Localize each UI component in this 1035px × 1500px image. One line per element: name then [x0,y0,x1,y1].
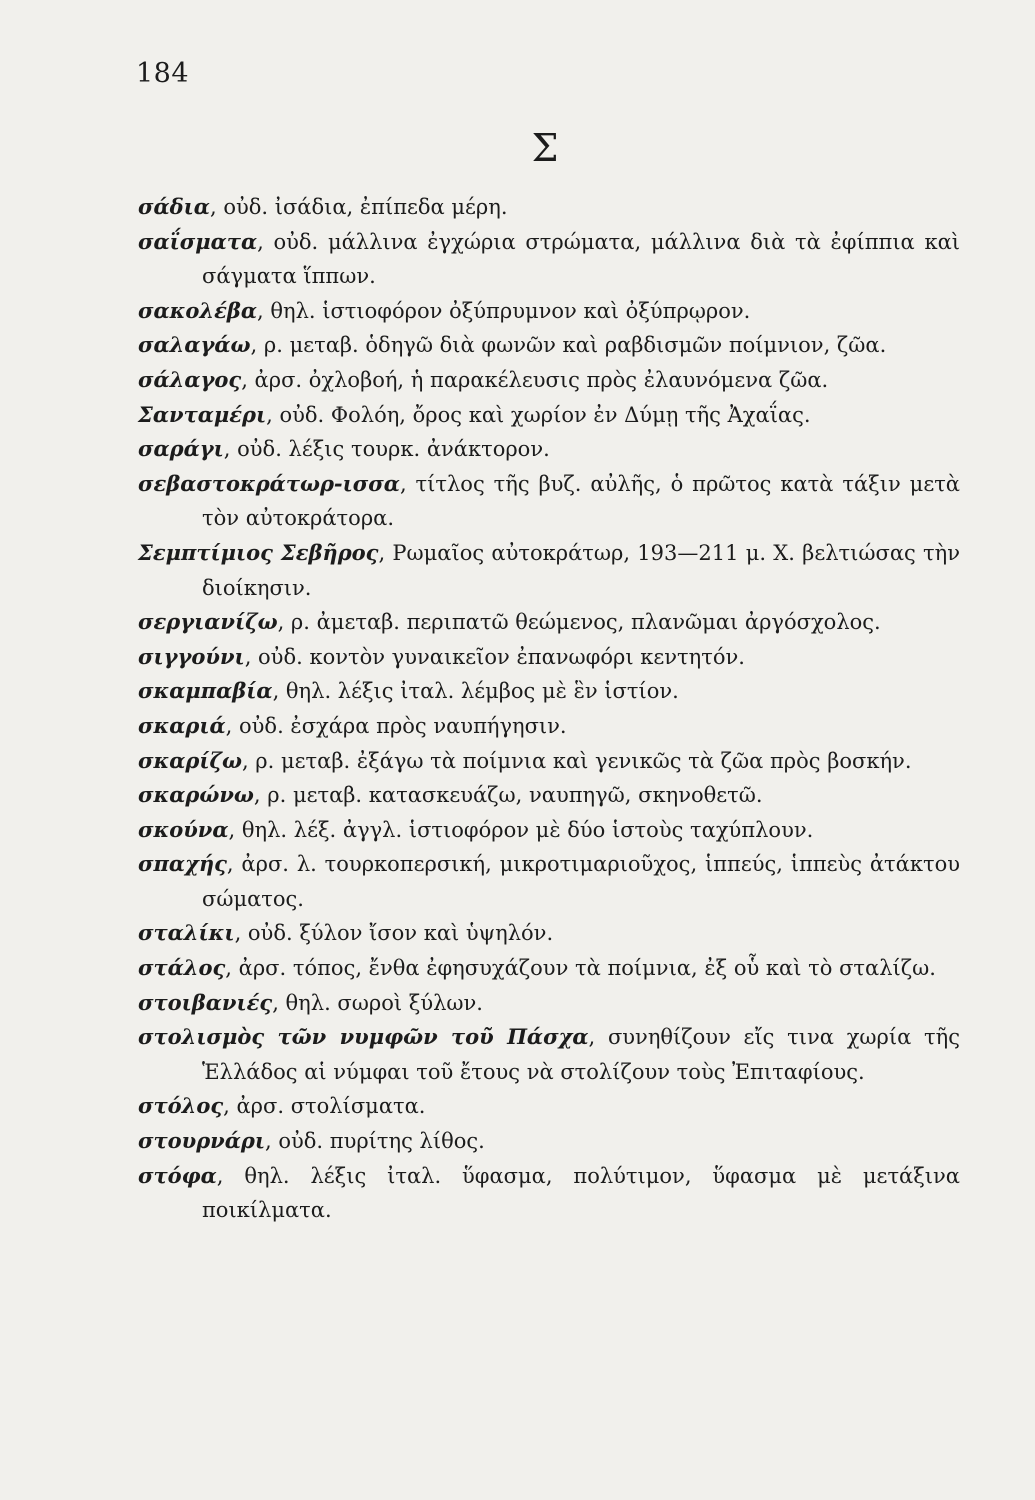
glossary-entry [138,951,960,986]
entry-definition: , οὐδ. Φολόη, ὄρος καὶ χωρίον ἐν Δύμῃ τῆς Ἀχαΐας. [266,402,811,427]
entry-definition: , οὐδ. κοντὸν γυναικεῖον ἐπανωφόρι κεντητόν. [244,644,745,669]
entry-definition: , ἀρσ. τόπος, ἔνθα ἐφησυχάζουν τὰ ποίμνια, ἐξ οὗ καὶ τὸ σταλίζω. [225,956,936,981]
entry-headword: σκαρίζω [138,747,242,773]
entry-definition: , οὐδ. ξύλον ἴσον καὶ ὑψηλόν. [234,921,554,946]
entry-definition: , ρ. μεταβ. ὁδηγῶ διὰ φωνῶν καὶ ραβδισμῶν ποίμνιον, ζῶα. [250,333,887,358]
glossary-entry [138,328,960,363]
entry-headword: σακολέβα [138,297,257,323]
entry-definition: , ἀρσ. ὀχλοβοή, ἡ παρακέλευσις πρὸς ἐλαυνόμενα ζῶα. [241,367,829,392]
glossary-entry [138,674,960,709]
entry-headword: σαΐσματα [138,228,258,254]
glossary-entry [138,916,960,951]
entry-headword: σαράγι [138,436,224,462]
entry-headword: στόφα [138,1162,217,1188]
glossary-entry [138,1089,960,1124]
entry-definition: , ρ. μεταβ. κατασκευάζω, ναυπηγῶ, σκηνοθετῶ. [253,783,763,808]
entry-definition: , τίτλος τῆς βυζ. αὐλῆς, ὁ πρῶτος κατὰ τάξιν μετὰ τὸν αὐτοκράτορα. [202,471,960,531]
entry-definition: , Ρωμαῖος αὐτοκράτωρ, 193—211 μ. Χ. βελτιώσας τὴν διοίκησιν. [202,540,960,600]
glossary-entry [138,467,960,536]
entry-headword: στόλος [138,1093,224,1119]
glossary-entry [138,778,960,813]
entry-headword: σκαμπαβία [138,678,273,704]
entry-definition: , θηλ. λέξις ἰταλ. ὕφασμα, πολύτιμον, ὕφασμα μὲ μετάξινα ποικίλματα. [202,1163,960,1223]
entry-definition: , οὐδ. ἐσχάρα πρὸς ναυπήγησιν. [225,713,567,738]
glossary-entry [138,1159,960,1228]
entry-definition: , ἀρσ. λ. τουρκοπερσική, μικροτιμαριοῦχος, ἱππεύς, ἱππεὺς ἀτάκτου σώματος. [202,852,960,911]
entry-headword: σιγγούνι [138,643,245,669]
glossary-entry [138,294,960,329]
glossary-entry [138,709,960,744]
entry-definition: , οὐδ. ἰσάδια, ἐπίπεδα μέρη. [209,195,508,219]
entry-headword: σάδια [138,194,210,219]
glossary-entry [138,1124,960,1159]
glossary-entry [138,190,960,225]
entry-headword: σταλίκι [138,920,235,946]
section-letter: Σ [531,126,559,170]
entry-headword: στάλος [138,955,226,981]
glossary-entry [138,986,960,1021]
entry-definition: , οὐδ. μάλλινα ἐγχώρια στρώματα, μάλλινα διὰ τὰ ἐφίππια καὶ σάγματα ἵππων. [202,229,960,289]
glossary-entry [138,640,960,675]
entry-definition: , θηλ. λέξις ἰταλ. λέμβος μὲ ἓν ἱστίον. [272,679,679,704]
glossary-entries [138,190,960,1228]
glossary-entry [138,432,960,467]
glossary-entry [138,1020,960,1089]
entry-definition: , θηλ. λέξ. ἀγγλ. ἱστιοφόρον μὲ δύο ἱστοὺς ταχύπλουν. [228,817,814,842]
entry-headword: σκαριά [138,712,226,738]
entry-headword: σάλαγος [138,366,242,392]
glossary-entry [138,398,960,433]
entry-headword: στολισμὸς τῶν νυμφῶν τοῦ Πάσχα [138,1024,589,1050]
entry-definition: , θηλ. σωροὶ ξύλων. [272,990,483,1015]
glossary-entry [138,536,960,605]
glossary-entry [138,225,960,294]
entry-definition: , ρ. ἀμεταβ. περιπατῶ θεώμενος, πλανῶμαι ἀργόσχολος. [277,610,881,635]
entry-headword: στουρνάρι [138,1128,266,1154]
entry-headword: σκούνα [138,816,229,842]
entry-headword: Σεμπτίμιος Σεβῆρος [138,539,379,565]
glossary-entry [138,813,960,848]
entry-headword: σαλαγάω [138,332,251,358]
entry-headword: σεργιανίζω [138,609,278,635]
entry-headword: σεβαστοκράτωρ-ισσα [138,470,400,496]
entry-definition: , οὐδ. πυρίτης λίθος. [265,1129,485,1154]
entry-headword: στοιβανιές [138,989,273,1015]
entry-definition: , ἀρσ. στολίσματα. [223,1094,426,1119]
page-number: 184 [136,58,190,89]
entry-definition: , οὐδ. λέξις τουρκ. ἀνάκτορον. [223,437,550,462]
glossary-entry [138,744,960,779]
entry-headword: σπαχής [138,851,227,877]
entry-definition: , συνηθίζουν εἴς τινα χωρία τῆς Ἑλλάδος αἱ νύμφαι τοῦ ἔτους νὰ στολίζουν τοὺς Ἐπιταφίους. [202,1025,960,1084]
entry-headword: σκαρώνω [138,782,254,808]
glossary-entry [138,363,960,398]
glossary-entry [138,847,960,916]
entry-headword: Σανταμέρι [138,401,267,427]
entry-definition: , ρ. μεταβ. ἐξάγω τὰ ποίμνια καὶ γενικῶς τὰ ζῶα πρὸς βοσκήν. [241,748,912,773]
glossary-entry [138,605,960,640]
entry-definition: , θηλ. ἱστιοφόρον ὀξύπρυμνον καὶ ὀξύπρῳρον. [257,298,751,323]
